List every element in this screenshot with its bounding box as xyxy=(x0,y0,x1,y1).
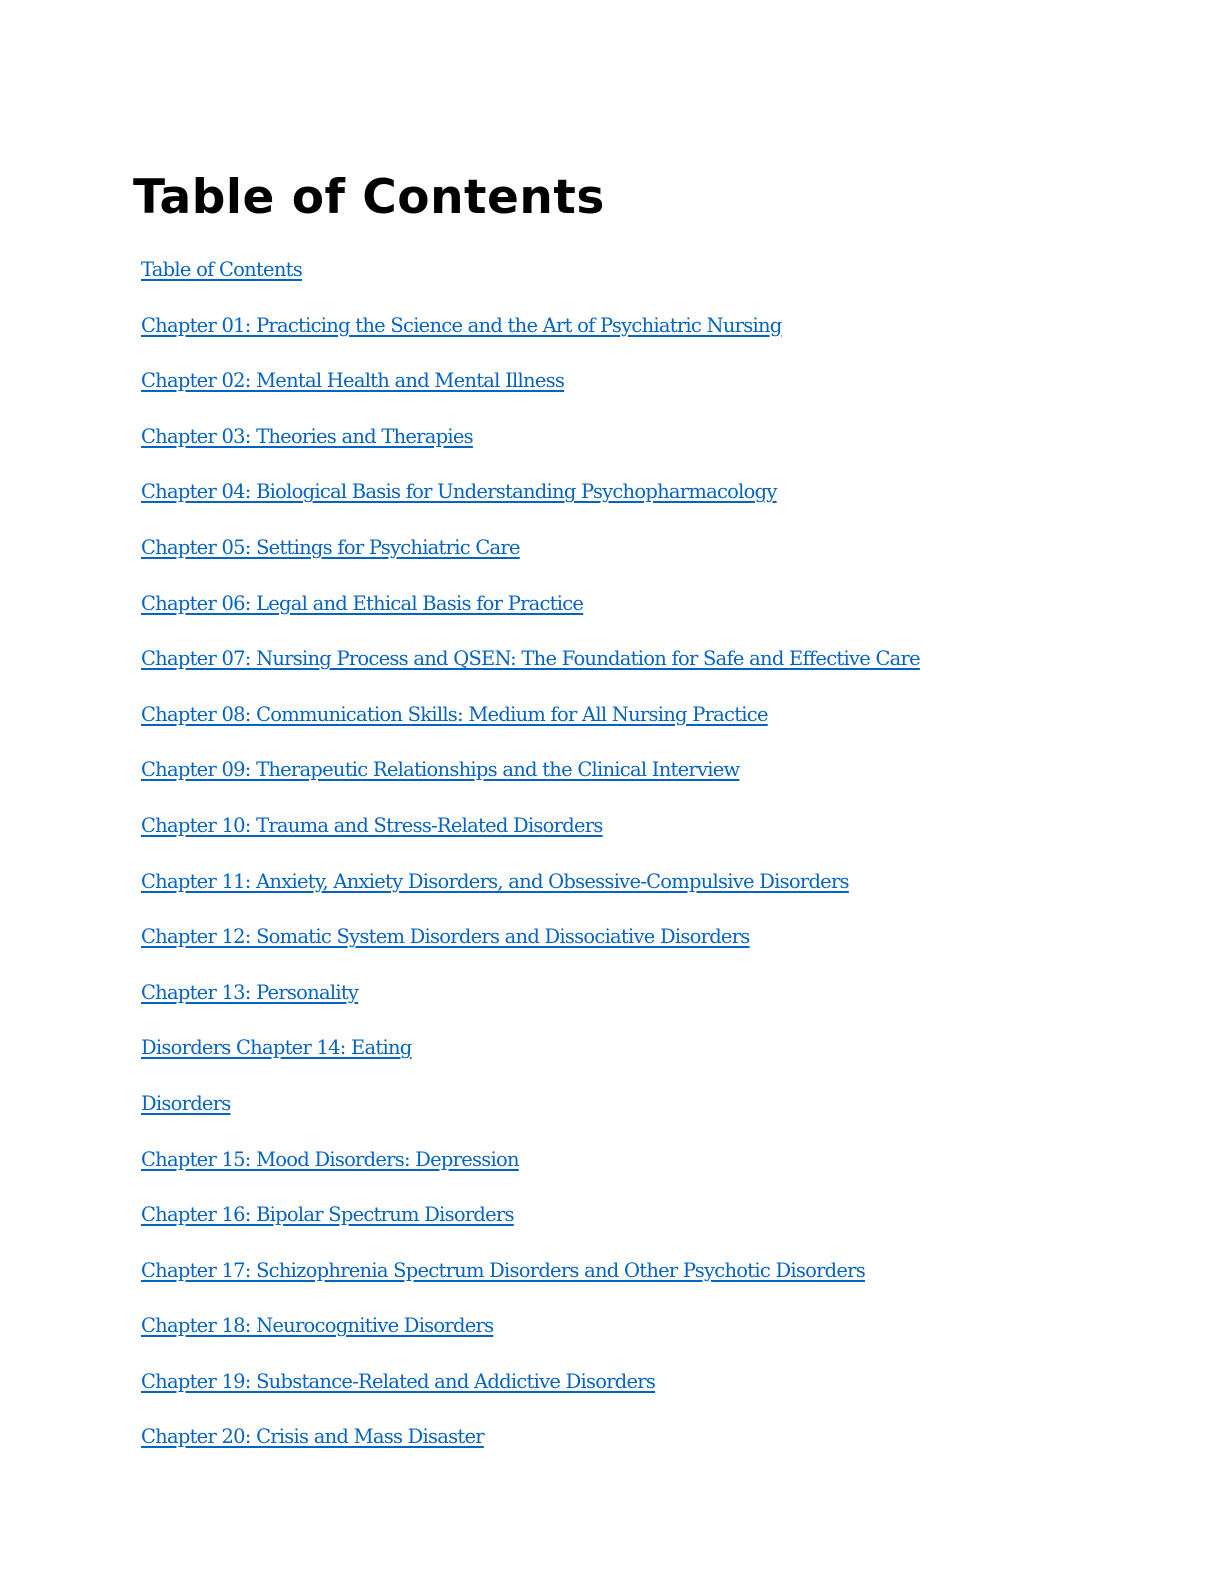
toc-link-chapter-05[interactable]: Chapter 05: Settings for Psychiatric Care xyxy=(141,535,520,559)
toc-item xyxy=(141,808,920,864)
page-title: Table of Contents xyxy=(133,170,605,225)
toc-link-chapter-16[interactable]: Chapter 16: Bipolar Spectrum Disorders xyxy=(141,1203,514,1227)
toc-link-disorders[interactable]: Disorders xyxy=(141,1091,231,1115)
toc-item xyxy=(141,919,920,975)
toc-link-chapter-03[interactable]: Chapter 03: Theories and Therapies xyxy=(141,424,473,448)
toc-item xyxy=(141,252,920,308)
toc-item xyxy=(141,530,920,586)
toc-link-chapter-10[interactable]: Chapter 10: Trauma and Stress-Related Disorders xyxy=(141,813,603,837)
toc-item xyxy=(141,419,920,475)
toc-item xyxy=(141,641,920,697)
toc-link-chapter-15[interactable]: Chapter 15: Mood Disorders: Depression xyxy=(141,1147,519,1171)
toc-item xyxy=(141,697,920,753)
toc-link-chapter-08[interactable]: Chapter 08: Communication Skills: Medium for All Nursing Practice xyxy=(141,702,768,726)
toc-item xyxy=(141,864,920,920)
toc-item xyxy=(141,1419,920,1475)
toc-link-chapter-17[interactable]: Chapter 17: Schizophrenia Spectrum Disorders and Other Psychotic Disorders xyxy=(141,1258,866,1282)
toc-item xyxy=(141,1197,920,1253)
toc-item xyxy=(141,1308,920,1364)
toc-link-chapter-07[interactable]: Chapter 07: Nursing Process and QSEN: The Foundation for Safe and Effective Care xyxy=(141,647,920,671)
toc-item xyxy=(141,1364,920,1420)
toc-link-chapter-06[interactable]: Chapter 06: Legal and Ethical Basis for Practice xyxy=(141,591,584,615)
toc-link-chapter-20[interactable]: Chapter 20: Crisis and Mass Disaster xyxy=(141,1425,484,1449)
toc-item xyxy=(141,1253,920,1309)
toc-link-chapter-12[interactable]: Chapter 12: Somatic System Disorders and Dissociative Disorders xyxy=(141,925,750,949)
toc-item xyxy=(141,474,920,530)
toc-link-chapter-11[interactable]: Chapter 11: Anxiety, Anxiety Disorders, and Obsessive-Compulsive Disorders xyxy=(141,869,849,893)
toc-item xyxy=(141,1030,920,1086)
toc-link-chapter-13[interactable]: Chapter 13: Personality xyxy=(141,980,359,1004)
toc-link-chapter-02[interactable]: Chapter 02: Mental Health and Mental Illness xyxy=(141,369,565,393)
toc-item xyxy=(141,1086,920,1142)
toc-link-chapter-09[interactable]: Chapter 09: Therapeutic Relationships and the Clinical Interview xyxy=(141,758,740,782)
toc-link-chapter-04[interactable]: Chapter 04: Biological Basis for Understanding Psychopharmacology xyxy=(141,480,777,504)
toc-link-chapter-01[interactable]: Chapter 01: Practicing the Science and the Art of Psychiatric Nursing xyxy=(141,313,782,337)
toc-item xyxy=(141,975,920,1031)
toc-item xyxy=(141,1142,920,1198)
toc-item xyxy=(141,363,920,419)
toc-link-chapter-19[interactable]: Chapter 19: Substance-Related and Addictive Disorders xyxy=(141,1369,656,1393)
toc-list xyxy=(141,252,920,1475)
toc-item xyxy=(141,752,920,808)
toc-link-chapter-14[interactable]: Disorders Chapter 14: Eating xyxy=(141,1036,412,1060)
toc-item xyxy=(141,308,920,364)
toc-item xyxy=(141,586,920,642)
toc-link-chapter-18[interactable]: Chapter 18: Neurocognitive Disorders xyxy=(141,1314,494,1338)
toc-link-table-of-contents[interactable]: Table of Contents xyxy=(141,258,302,281)
